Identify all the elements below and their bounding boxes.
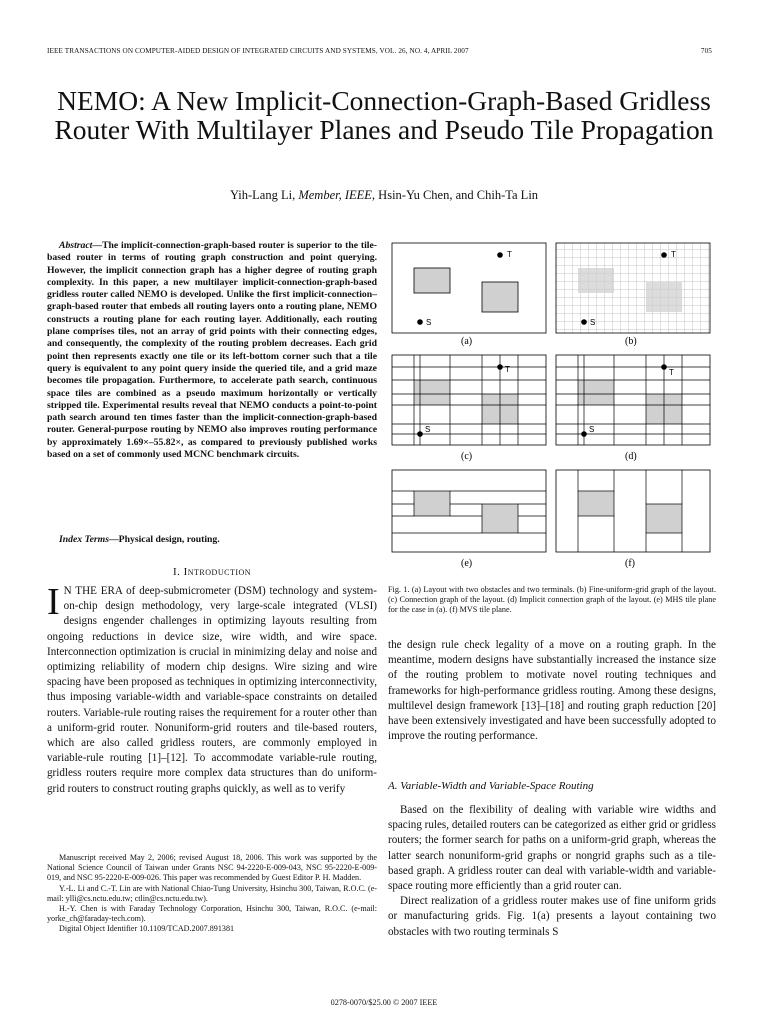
footnote-manuscript: Manuscript received May 2, 2006; revised August 18, 2006. This work was supported by the National Science Council of Taiwan under Grants NSC 94-2220-E-009-043, NSC 95-2220-E-009-019, and NSC 95-2220-E-009-026. This paper was recommended by Guest Editor P. H. Madden. bbox=[47, 853, 377, 883]
terminal-s-label: S bbox=[590, 318, 596, 327]
obstacle-1 bbox=[414, 491, 450, 516]
section-heading bbox=[47, 566, 377, 578]
terminal-s-dot bbox=[417, 431, 423, 437]
panel-e bbox=[392, 470, 546, 569]
abstract bbox=[47, 240, 377, 461]
footnote-affiliation-1: Y.-L. Li and C.-T. Lin are with National Chiao-Tung University, Hsinchu 300, Taiwan, R.O.C. (e-mail: ylli@cs.nctu.edu.tw; ctlin@cs.nctu.edu.tw). bbox=[47, 883, 377, 903]
section-number: I. bbox=[172, 566, 181, 578]
figure-1 bbox=[388, 241, 716, 573]
terminal-t-label: T bbox=[505, 365, 510, 374]
obstacle-1 bbox=[578, 380, 614, 405]
footnote-affiliation-2: H.-Y. Chen is with Faraday Technology Corporation, Hsinchu 300, Taiwan, R.O.C. (e-mail: yorke_ch@faraday-tech.com). bbox=[47, 904, 377, 924]
drop-cap: I bbox=[47, 581, 60, 623]
panel-c-label: (c) bbox=[461, 451, 473, 462]
panel-a-label: (a) bbox=[461, 336, 473, 347]
subsection-heading: A. Variable-Width and Variable-Space Routing bbox=[388, 780, 594, 792]
intro-paragraph bbox=[47, 581, 377, 797]
figure-caption: Fig. 1. (a) Layout with two obstacles and two terminals. (b) Fine-uniform-grid graph of the layout. (c) Connection graph of the layout. (d) Implicit connection graph of the layout. (e) MHS tile plane for the case in (a). (f) MVS tile plane. bbox=[388, 585, 716, 615]
terminal-s-dot bbox=[417, 319, 423, 325]
section-title: Introduction bbox=[183, 566, 252, 578]
footnote-doi: Digital Object Identifier 10.1109/TCAD.2007.891381 bbox=[59, 924, 235, 934]
obstacle-1 bbox=[578, 268, 614, 293]
index-terms-label: Index Terms bbox=[59, 534, 109, 545]
terminal-t-dot bbox=[497, 364, 503, 370]
copyright-footer: 0278-0070/$25.00 © 2007 IEEE bbox=[330, 998, 438, 1007]
paper-title: NEMO: A New Implicit-Connection-Graph-Based Gridless Router With Multilayer Planes and Pseudo Tile Propagation bbox=[54, 85, 714, 145]
other-authors: Hsin-Yu Chen, and Chih-Ta Lin bbox=[378, 188, 539, 202]
page-number: 705 bbox=[700, 47, 712, 55]
journal-header: IEEE TRANSACTIONS ON COMPUTER-AIDED DESIGN OF INTEGRATED CIRCUITS AND SYSTEMS, VOL. 26, NO. 4, APRIL 2007 bbox=[47, 47, 469, 55]
obstacle-1 bbox=[414, 380, 450, 405]
right-paragraph-2: Based on the flexibility of dealing with variable wire widths and spacing rules, detailed routers can be categorized as either grid or gridless routers; the former search for paths on a uniform-grid graph, whereas the latter search nonuniform-grid graphs or nongrid graphs such as a tile-based graph. A gridless router can deal with variable-width and variable-space routing more efficiently than a grid router can. bbox=[388, 804, 716, 893]
right-paragraph-3: Direct realization of a gridless router makes use of fine uniform grids or manufacturing grids. Fig. 1(a) presents a layout containing two obstacles with two routing terminals S bbox=[388, 895, 716, 938]
terminal-t-label: T bbox=[507, 250, 512, 259]
right-paragraph-1: the design rule check legality of a move on a routing graph. In the meantime, modern designs have substantially increased the instance size of the routing problem to motivate novel routing techniques and frameworks for high-performance gridless routing. Among these designs, multilevel design framework [13]–[18] and routing graph reduction [20] have been extensively investigated and have been successfully adopted to improve the routing performance. bbox=[388, 639, 716, 743]
terminal-s-label: S bbox=[425, 425, 431, 434]
obstacle-2 bbox=[482, 282, 518, 312]
intro-text: N THE ERA of deep-submicrometer (DSM) technology and system-on-chip design methodology, very large-scale integrated (VLSI) designs engender challenges in optimizing layouts resulting from ongoing reductions in device size, wire width, and wire space. Interconnection optimization is crucial in minimizing delay and noise and optimizing reliability of modern chip designs. Wire sizing and wire spacing have been proposed as techniques in optimizing interconnectivity, thus imposing variable-width and variable-space constraints on detailed routers. Variable-rule routing raises the requirement for a router other than a uniform-grid router. Nonuniform-grid routers and tile-based routers, which are also called gridless routers, are commonly employed in variable-rule routing [1]–[12]. To accommodate variable-rule routing, gridless routers require more complex data structures than do uniform-grid routers to construct routing graphs quickly, as well as to verify bbox=[47, 585, 377, 795]
author-list bbox=[30, 188, 738, 203]
right-paragraphs bbox=[388, 803, 716, 940]
terminal-t-dot bbox=[497, 252, 503, 258]
abstract-label: Abstract bbox=[59, 240, 93, 251]
obstacle-2 bbox=[482, 504, 518, 533]
panel-b bbox=[556, 243, 710, 347]
author-1: Yih-Lang Li, bbox=[229, 188, 296, 202]
index-terms bbox=[47, 534, 377, 545]
terminal-s-dot bbox=[581, 431, 587, 437]
terminal-s-dot bbox=[581, 319, 587, 325]
panel-a bbox=[392, 243, 546, 347]
panel-d bbox=[556, 355, 710, 462]
panel-d-label: (d) bbox=[625, 451, 637, 462]
abstract-text: —The implicit-connection-graph-based router is superior to the tile-based router in terms of routing graph construction and point querying. However, the implicit connection graph has a higher degree of routing graph complexity. In this paper, a new multilayer implicit-connection-graph-based gridless router called NEMO is developed. Unlike the first implicit-connection–graph-based router that embeds all routing layers onto a routing plane, NEMO constructs a routing plane for each routing layer. Additionally, each routing plane comprises tiles, not an array of grid points with their connecting edges, and consequently, the complexity of the routing problem decreases. Each grid point then represents exactly one tile or its left-bottom corner such that a tile query is equivalent to any point query inside the queried tile, and a grid maze becomes tile propagation. Furthermore, to accelerate path search, continuous space tiles are combined as a pseudo maximum horizontally or vertically stripped tile. Experimental results reveal that NEMO conducts a point-to-point path search around ten times faster than the implicit-connection-graph-based router. General-purpose routing by NEMO also improves routing performance by approximately 1.69×–55.82×, as compared to previously published works based on a set of commonly used MCNC benchmark circuits. bbox=[47, 240, 377, 461]
obstacle-2 bbox=[646, 504, 682, 533]
figure-1-diagram bbox=[388, 241, 716, 573]
terminal-t-label: T bbox=[671, 250, 676, 259]
terminal-t-dot bbox=[661, 252, 667, 258]
member-note: Member, IEEE, bbox=[298, 188, 376, 202]
panel-f-label: (f) bbox=[625, 558, 635, 569]
terminal-s-label: S bbox=[426, 318, 432, 327]
footnotes bbox=[47, 853, 377, 935]
terminal-s-label: S bbox=[589, 425, 595, 434]
panel-c bbox=[392, 355, 546, 462]
obstacle-1 bbox=[578, 491, 614, 516]
terminal-t-dot bbox=[661, 364, 667, 370]
panel-e-label: (e) bbox=[461, 558, 473, 569]
obstacle-1 bbox=[414, 268, 450, 293]
terminal-t-label: T bbox=[669, 368, 674, 377]
obstacle-2 bbox=[646, 282, 682, 312]
panel-b-label: (b) bbox=[625, 336, 637, 347]
panel-f bbox=[556, 470, 710, 569]
index-terms-text: —Physical design, routing. bbox=[108, 534, 220, 545]
